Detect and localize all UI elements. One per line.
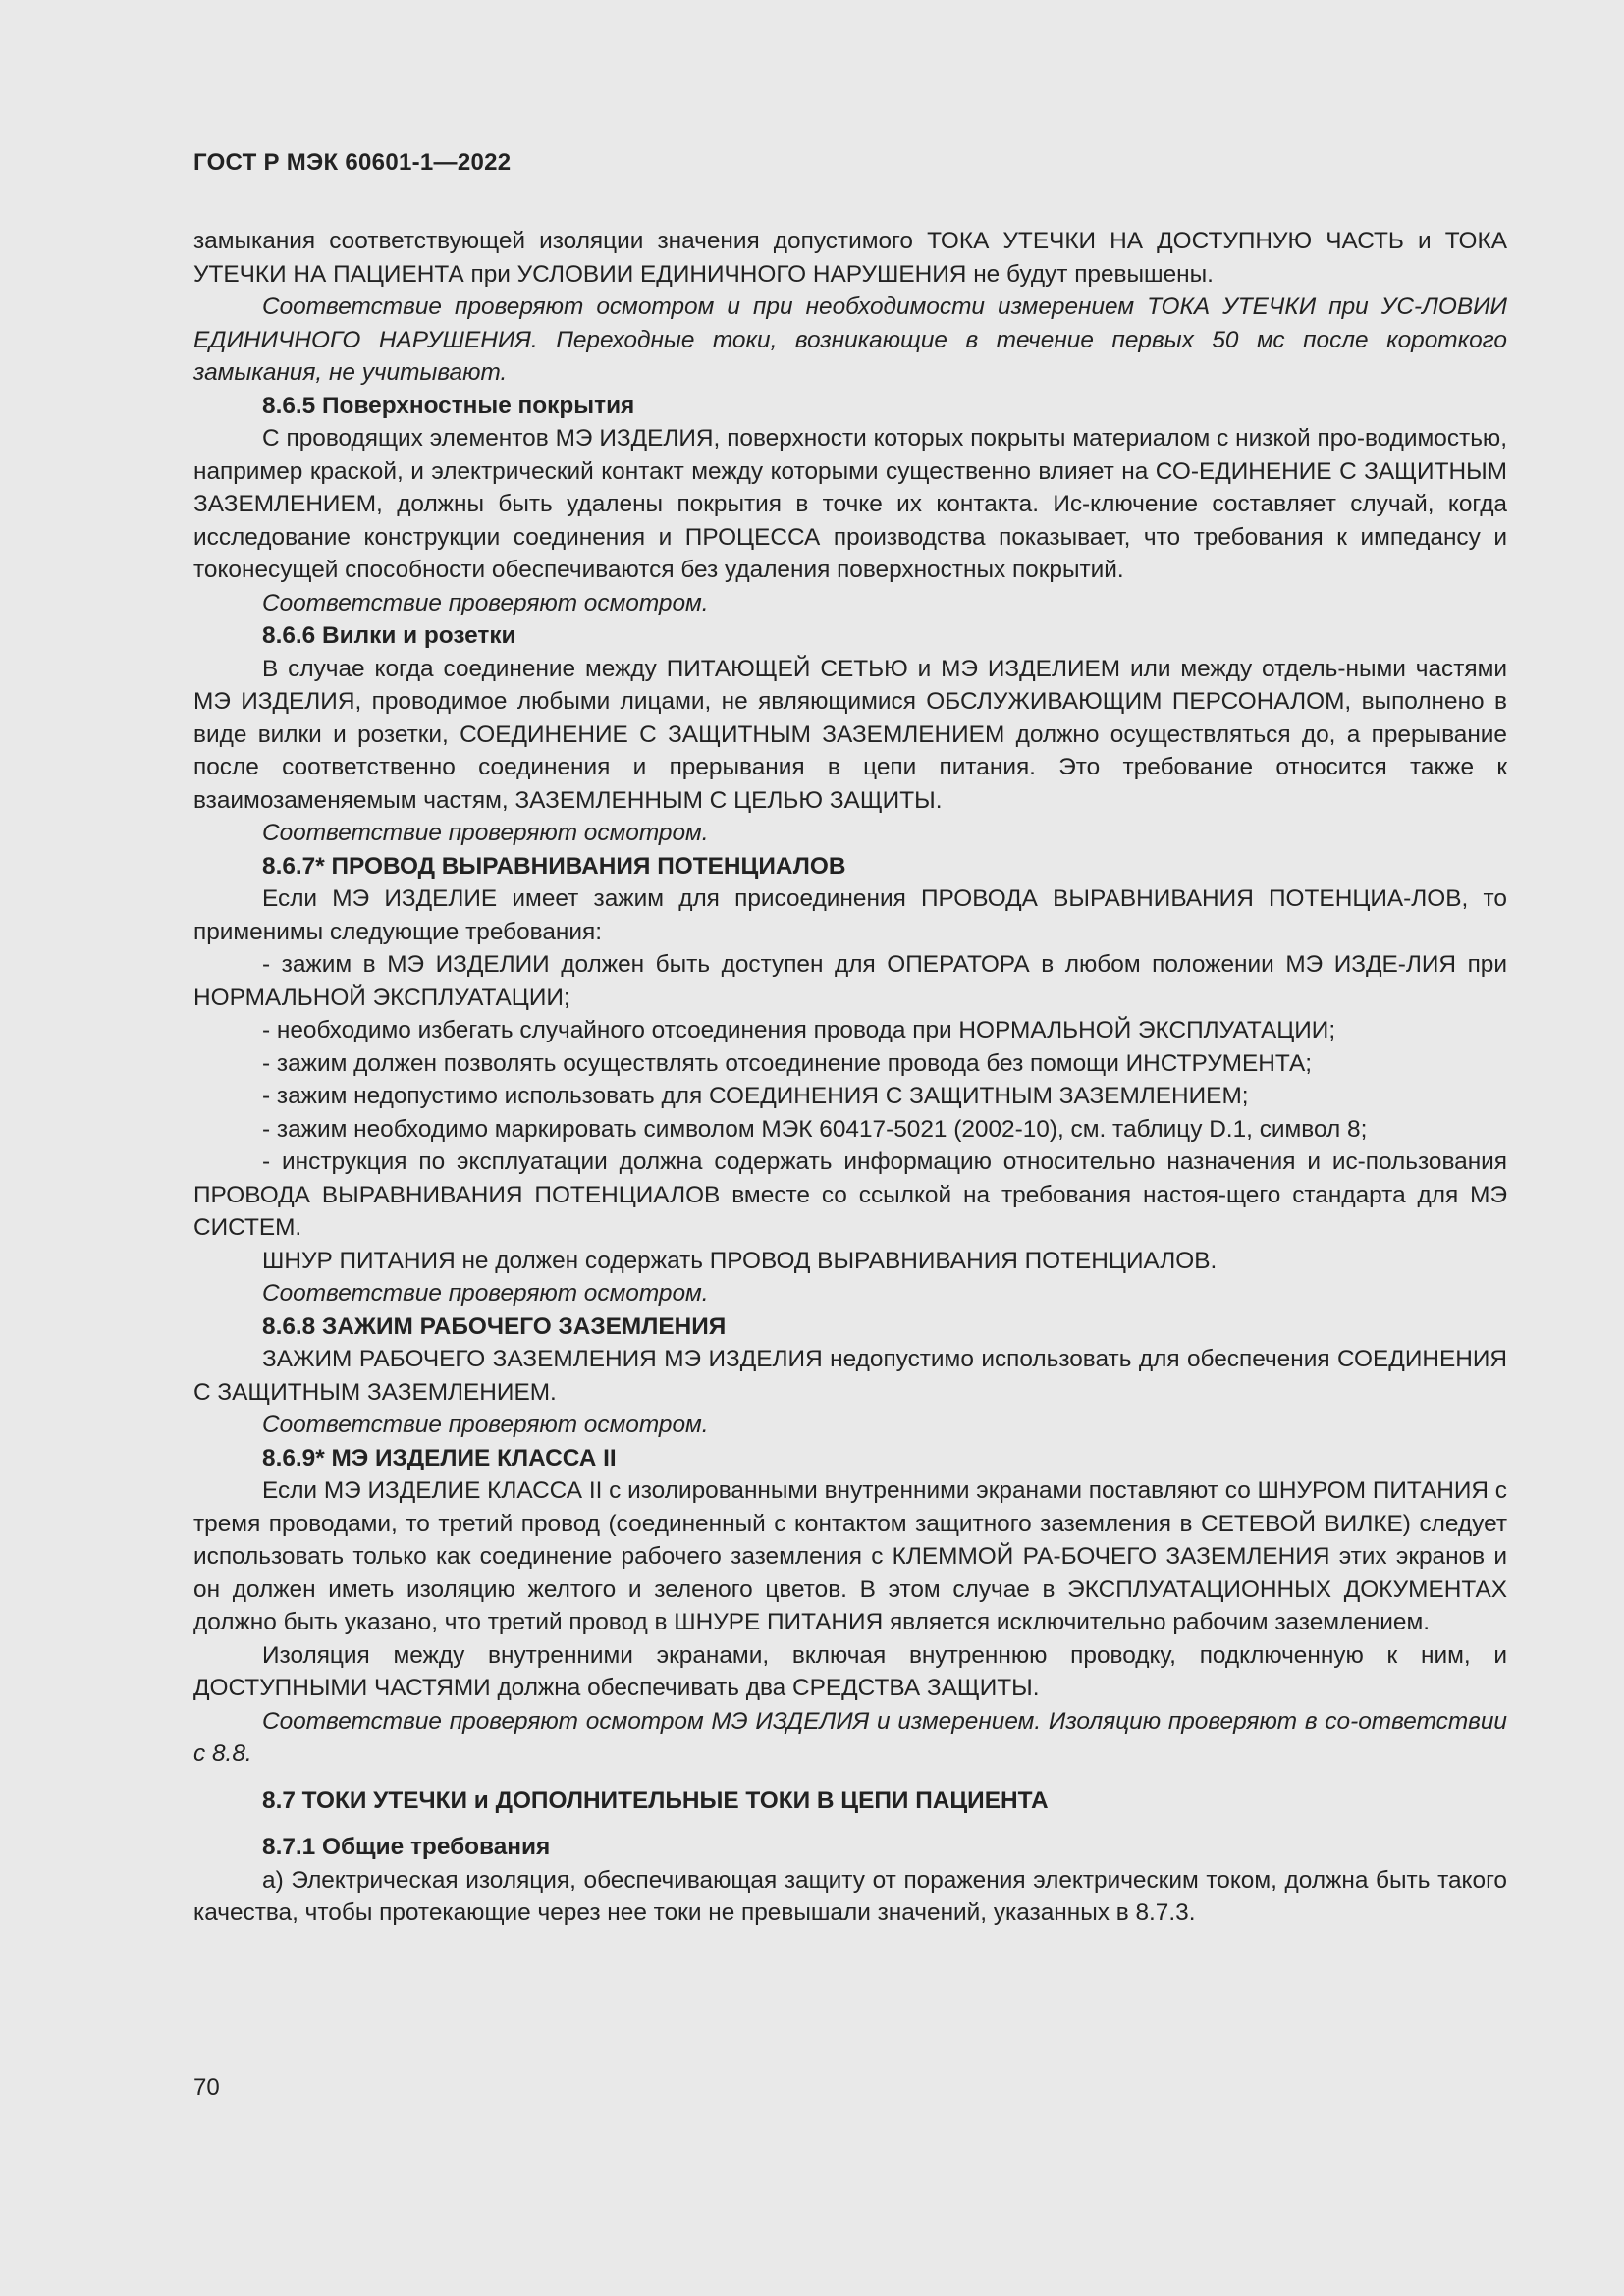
section-heading-8-6-5: 8.6.5 Поверхностные покрытия — [262, 392, 635, 419]
body-paragraph: Если МЭ ИЗДЕЛИЕ имеет зажим для присоединения ПРОВОДА ВЫРАВНИВАНИЯ ПОТЕНЦИА-ЛОВ, то применимы следующие требования: — [193, 885, 1507, 945]
section-heading-8-6-7: 8.6.7* ПРОВОД ВЫРАВНИВАНИЯ ПОТЕНЦИАЛОВ — [262, 852, 846, 880]
section-heading-8-6-6: 8.6.6 Вилки и розетки — [262, 622, 516, 649]
compliance-note: Соответствие проверяют осмотром. — [262, 1280, 709, 1307]
section-heading-8-6-8: 8.6.8 ЗАЖИМ РАБОЧЕГО ЗАЗЕМЛЕНИЯ — [262, 1312, 727, 1340]
list-item: - инструкция по эксплуатации должна содержать информацию относительно назначения и ис-пользования ПРОВОДА ВЫРАВНИВАНИЯ ПОТЕНЦИАЛОВ вместе со ссылкой на требования настоя-щего стандарта для МЭ СИСТЕМ. — [193, 1148, 1507, 1241]
body-paragraph: а) Электрическая изоляция, обеспечивающая защиту от поражения электрическим током, должна быть такого качества, чтобы протекающие через нее токи не превышали значений, указанных в 8.7.3. — [193, 1866, 1507, 1926]
section-heading-8-6-9: 8.6.9* МЭ ИЗДЕЛИЕ КЛАССА II — [262, 1444, 617, 1471]
body-paragraph: замыкания соответствующей изоляции значения допустимого ТОКА УТЕЧКИ НА ДОСТУПНУЮ ЧАСТЬ и ТОКА УТЕЧКИ НА ПАЦИЕНТА при УСЛОВИИ ЕДИНИЧНОГО НАРУШЕНИЯ не будут превышены. — [193, 228, 1507, 288]
list-item: - зажим недопустимо использовать для СОЕДИНЕНИЯ С ЗАЩИТНЫМ ЗАЗЕМЛЕНИЕМ; — [262, 1083, 1249, 1109]
section-heading-8-7-1: 8.7.1 Общие требования — [262, 1834, 551, 1860]
compliance-note: Соответствие проверяют осмотром МЭ ИЗДЕЛИЯ и измерением. Изоляцию проверяют в со-ответствии с 8.8. — [193, 1707, 1507, 1767]
body-paragraph: ШНУР ПИТАНИЯ не должен содержать ПРОВОД ВЫРАВНИВАНИЯ ПОТЕНЦИАЛОВ. — [262, 1247, 1218, 1274]
section-heading-8-7: 8.7 ТОКИ УТЕЧКИ и ДОПОЛНИТЕЛЬНЫЕ ТОКИ В ЦЕПИ ПАЦИЕНТА — [262, 1787, 1049, 1814]
body-paragraph: В случае когда соединение между ПИТАЮЩЕЙ СЕТЬЮ и МЭ ИЗДЕЛИЕМ или между отдель-ными частями МЭ ИЗДЕЛИЯ, проводимое любыми лицами, не являющимися ОБСЛУЖИВАЮЩИМ ПЕРСОНАЛОМ, выполнено в виде вилки и розетки, СОЕДИНЕНИЕ С ЗАЩИТНЫМ ЗАЗЕМЛЕНИЕМ должно осуществляться до, а прерывание после соответственно соединения и прерывания в цепи питания. Это требование относится также к взаимозаменяемым частям, ЗАЗЕМЛЕННЫМ С ЦЕЛЬЮ ЗАЩИТЫ. — [193, 655, 1507, 814]
list-item: - зажим должен позволять осуществлять отсоединение провода без помощи ИНСТРУМЕНТА; — [262, 1049, 1313, 1077]
list-item: - необходимо избегать случайного отсоединения провода при НОРМАЛЬНОЙ ЭКСПЛУАТАЦИИ; — [262, 1017, 1336, 1043]
body-paragraph: ЗАЖИМ РАБОЧЕГО ЗАЗЕМЛЕНИЯ МЭ ИЗДЕЛИЯ недопустимо использовать для обеспечения СОЕДИНЕНИЯ С ЗАЩИТНЫМ ЗАЗЕМЛЕНИЕМ. — [193, 1346, 1507, 1406]
page-header-title: ГОСТ Р МЭК 60601-1—2022 — [193, 149, 512, 176]
compliance-note: Соответствие проверяют осмотром. — [262, 820, 709, 846]
page-number: 70 — [193, 2074, 220, 2101]
compliance-note: Соответствие проверяют осмотром. — [262, 1412, 709, 1438]
list-item: - зажим необходимо маркировать символом МЭК 60417-5021 (2002-10), см. таблицу D.1, символ 8; — [262, 1115, 1368, 1143]
page-body — [193, 225, 1507, 1930]
body-paragraph: С проводящих элементов МЭ ИЗДЕЛИЯ, поверхности которых покрыты материалом с низкой про-водимостью, например краской, и электрический контакт между которыми существенно влияет на СО-ЕДИНЕНИЕ С ЗАЩИТНЫМ ЗАЗЕМЛЕНИЕМ, должны быть удалены покрытия в точке их контакта. Ис-ключение составляет случай, когда исследование конструкции соединения и ПРОЦЕССА производства показывает, что требования к импедансу и токонесущей способности обеспечиваются без удаления поверхностных покрытий. — [193, 425, 1507, 583]
compliance-note: Соответствие проверяют осмотром. — [262, 589, 709, 616]
compliance-note: Соответствие проверяют осмотром и при необходимости измерением ТОКА УТЕЧКИ при УС-ЛОВИИ ЕДИНИЧНОГО НАРУШЕНИЯ. Переходные токи, возникающие в течение первых 50 мс после короткого замыкания, не учитывают. — [193, 294, 1507, 386]
body-paragraph: Если МЭ ИЗДЕЛИЕ КЛАССА II с изолированными внутренними экранами поставляют со ШНУРОМ ПИТАНИЯ с тремя проводами, то третий провод (соединенный с контактом защитного заземления в СЕТЕВОЙ ВИЛКЕ) следует использовать только как соединение рабочего заземления с КЛЕММОЙ РА-БОЧЕГО ЗАЗЕМЛЕНИЯ этих экранов и он должен иметь изоляцию желтого и зеленого цветов. В этом случае в ЭКСПЛУАТАЦИОННЫХ ДОКУМЕНТАХ должно быть указано, что третий провод в ШНУРЕ ПИТАНИЯ является исключительно рабочим заземлением. — [193, 1477, 1507, 1635]
body-paragraph: Изоляция между внутренними экранами, включая внутреннюю проводку, подключенную к ним, и ДОСТУПНЫМИ ЧАСТЯМИ должна обеспечивать два СРЕДСТВА ЗАЩИТЫ. — [193, 1641, 1507, 1701]
list-item: - зажим в МЭ ИЗДЕЛИИ должен быть доступен для ОПЕРАТОРА в любом положении МЭ ИЗДЕ-ЛИЯ при НОРМАЛЬНОЙ ЭКСПЛУАТАЦИИ; — [193, 951, 1507, 1011]
